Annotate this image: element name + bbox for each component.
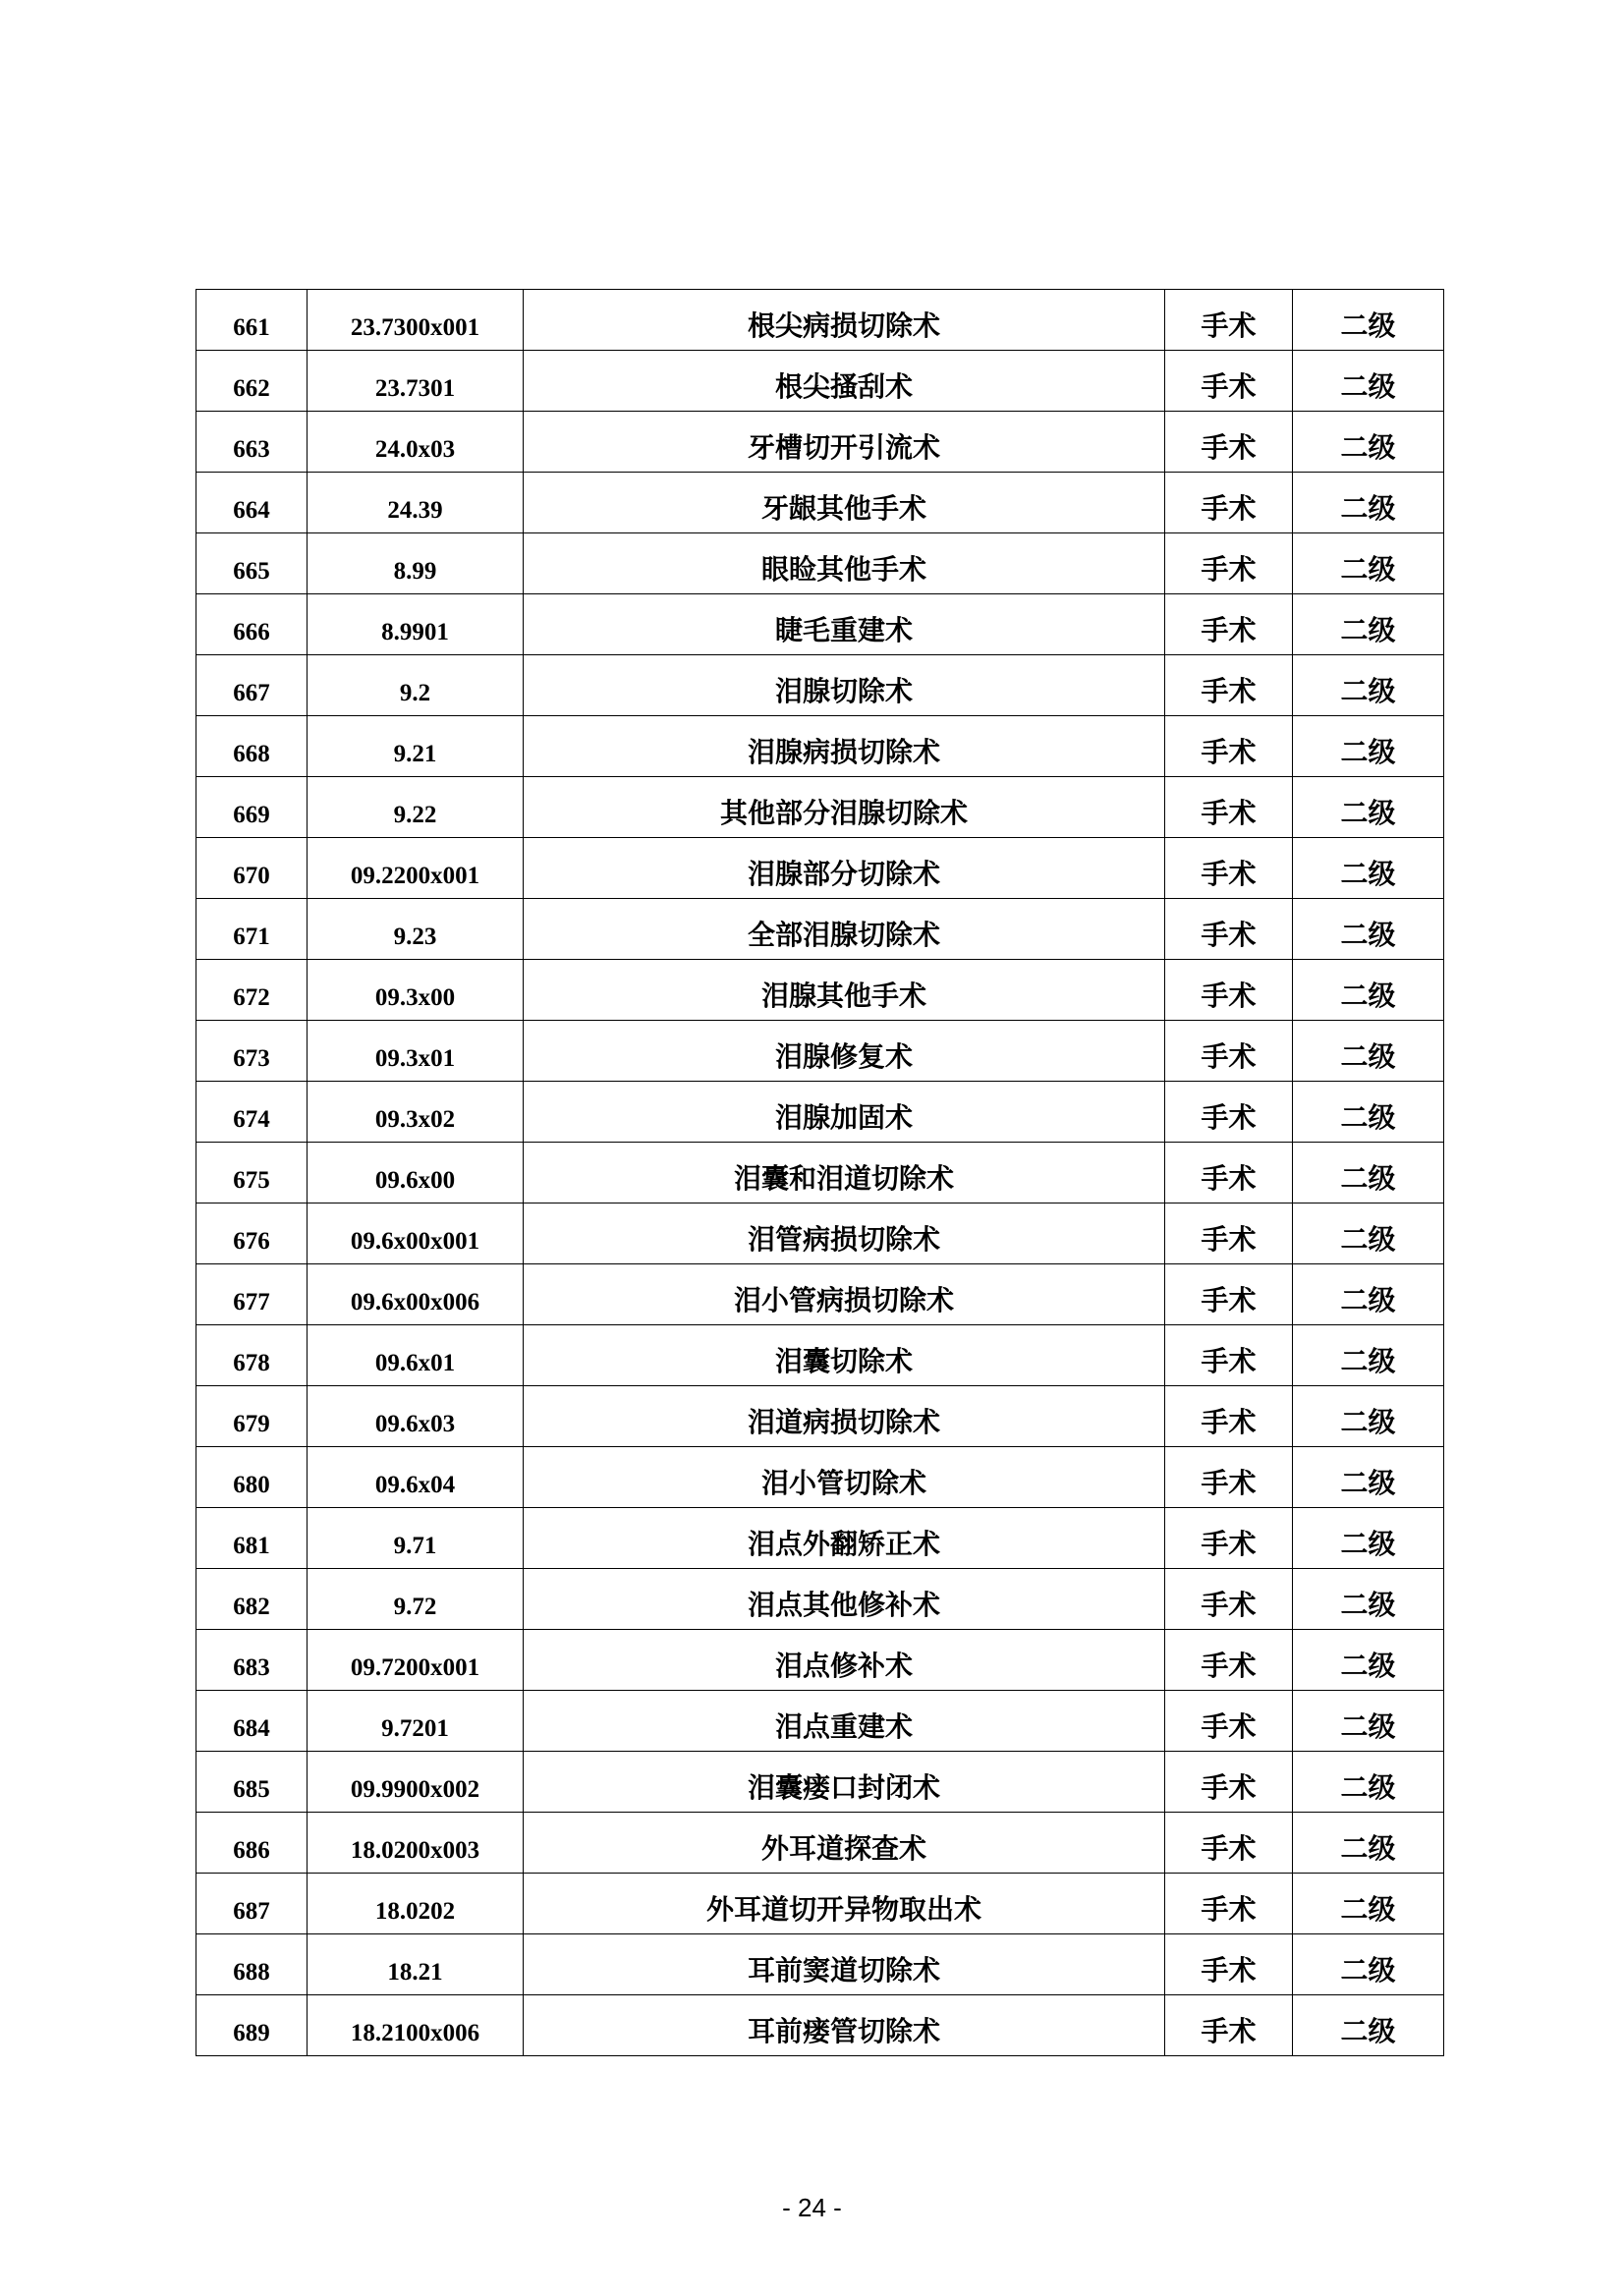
procedure-code-cell: 18.21: [308, 1934, 524, 1995]
procedure-code-cell: 8.99: [308, 533, 524, 594]
procedure-type-cell: 手术: [1165, 1630, 1293, 1691]
table-row: [196, 594, 1444, 655]
table-row: [196, 1203, 1444, 1264]
table-row: [196, 351, 1444, 412]
procedure-name-cell: 泪囊瘘口封闭术: [524, 1752, 1165, 1813]
table-row: [196, 1874, 1444, 1934]
procedure-name-cell: 耳前瘘管切除术: [524, 1995, 1165, 2056]
procedure-level-cell: 二级: [1293, 1813, 1444, 1874]
table-row: [196, 1691, 1444, 1752]
table-row: [196, 1021, 1444, 1082]
procedure-name-cell: 泪腺修复术: [524, 1021, 1165, 1082]
procedure-code-cell: 09.3x02: [308, 1082, 524, 1143]
row-number-cell: 689: [196, 1995, 308, 2056]
procedure-type-cell: 手术: [1165, 1508, 1293, 1569]
procedure-type-cell: 手术: [1165, 838, 1293, 899]
procedure-type-cell: 手术: [1165, 1325, 1293, 1386]
procedure-code-cell: 09.6x03: [308, 1386, 524, 1447]
procedure-code-cell: 09.7200x001: [308, 1630, 524, 1691]
procedure-code-cell: 09.6x00x006: [308, 1264, 524, 1325]
table-row: [196, 716, 1444, 777]
procedure-level-cell: 二级: [1293, 473, 1444, 533]
row-number-cell: 671: [196, 899, 308, 960]
procedure-name-cell: 泪点其他修补术: [524, 1569, 1165, 1630]
procedure-level-cell: 二级: [1293, 1203, 1444, 1264]
procedure-level-cell: 二级: [1293, 960, 1444, 1021]
row-number-cell: 670: [196, 838, 308, 899]
procedure-type-cell: 手术: [1165, 1569, 1293, 1630]
procedure-level-cell: 二级: [1293, 655, 1444, 716]
procedure-level-cell: 二级: [1293, 1874, 1444, 1934]
procedure-code-cell: 09.6x00x001: [308, 1203, 524, 1264]
row-number-cell: 666: [196, 594, 308, 655]
procedure-code-cell: 09.9900x002: [308, 1752, 524, 1813]
table-row: [196, 1386, 1444, 1447]
procedure-code-cell: 9.72: [308, 1569, 524, 1630]
table-row: [196, 960, 1444, 1021]
procedure-level-cell: 二级: [1293, 1995, 1444, 2056]
procedure-code-cell: 09.3x01: [308, 1021, 524, 1082]
row-number-cell: 674: [196, 1082, 308, 1143]
procedure-type-cell: 手术: [1165, 533, 1293, 594]
procedure-name-cell: 牙槽切开引流术: [524, 412, 1165, 473]
row-number-cell: 668: [196, 716, 308, 777]
procedure-type-cell: 手术: [1165, 1021, 1293, 1082]
procedure-name-cell: 泪小管病损切除术: [524, 1264, 1165, 1325]
procedure-type-cell: 手术: [1165, 1934, 1293, 1995]
procedure-code-cell: 09.6x00: [308, 1143, 524, 1203]
procedure-level-cell: 二级: [1293, 1082, 1444, 1143]
procedure-name-cell: 泪囊切除术: [524, 1325, 1165, 1386]
table-row: [196, 1264, 1444, 1325]
table-row: [196, 899, 1444, 960]
procedure-name-cell: 泪道病损切除术: [524, 1386, 1165, 1447]
table-row: [196, 655, 1444, 716]
table-row: [196, 1082, 1444, 1143]
row-number-cell: 680: [196, 1447, 308, 1508]
procedure-code-cell: 09.6x01: [308, 1325, 524, 1386]
procedure-level-cell: 二级: [1293, 1325, 1444, 1386]
table-row: [196, 1934, 1444, 1995]
procedure-level-cell: 二级: [1293, 838, 1444, 899]
procedure-code-cell: 24.39: [308, 473, 524, 533]
procedure-level-cell: 二级: [1293, 412, 1444, 473]
row-number-cell: 664: [196, 473, 308, 533]
procedure-level-cell: 二级: [1293, 1691, 1444, 1752]
procedure-name-cell: 泪腺加固术: [524, 1082, 1165, 1143]
procedure-level-cell: 二级: [1293, 1508, 1444, 1569]
row-number-cell: 686: [196, 1813, 308, 1874]
procedure-level-cell: 二级: [1293, 1569, 1444, 1630]
procedure-table: [196, 289, 1444, 2056]
procedure-name-cell: 泪管病损切除术: [524, 1203, 1165, 1264]
procedure-code-cell: 18.2100x006: [308, 1995, 524, 2056]
procedure-name-cell: 泪腺切除术: [524, 655, 1165, 716]
table-row: [196, 1143, 1444, 1203]
table-row: [196, 1447, 1444, 1508]
procedure-type-cell: 手术: [1165, 1691, 1293, 1752]
procedure-level-cell: 二级: [1293, 1934, 1444, 1995]
procedure-name-cell: 泪点重建术: [524, 1691, 1165, 1752]
procedure-name-cell: 外耳道切开异物取出术: [524, 1874, 1165, 1934]
procedure-type-cell: 手术: [1165, 1386, 1293, 1447]
row-number-cell: 685: [196, 1752, 308, 1813]
procedure-type-cell: 手术: [1165, 960, 1293, 1021]
table-row: [196, 1752, 1444, 1813]
procedure-type-cell: 手术: [1165, 777, 1293, 838]
procedure-name-cell: 根尖病损切除术: [524, 290, 1165, 351]
procedure-name-cell: 泪腺部分切除术: [524, 838, 1165, 899]
procedure-type-cell: 手术: [1165, 412, 1293, 473]
procedure-type-cell: 手术: [1165, 594, 1293, 655]
procedure-name-cell: 根尖搔刮术: [524, 351, 1165, 412]
procedure-code-cell: 23.7301: [308, 351, 524, 412]
procedure-code-cell: 23.7300x001: [308, 290, 524, 351]
row-number-cell: 677: [196, 1264, 308, 1325]
row-number-cell: 675: [196, 1143, 308, 1203]
procedure-type-cell: 手术: [1165, 473, 1293, 533]
row-number-cell: 684: [196, 1691, 308, 1752]
row-number-cell: 662: [196, 351, 308, 412]
procedure-name-cell: 其他部分泪腺切除术: [524, 777, 1165, 838]
table-row: [196, 1508, 1444, 1569]
procedure-name-cell: 泪腺病损切除术: [524, 716, 1165, 777]
procedure-type-cell: 手术: [1165, 1995, 1293, 2056]
procedure-level-cell: 二级: [1293, 1143, 1444, 1203]
procedure-level-cell: 二级: [1293, 1630, 1444, 1691]
row-number-cell: 676: [196, 1203, 308, 1264]
row-number-cell: 663: [196, 412, 308, 473]
table-row: [196, 777, 1444, 838]
procedure-type-cell: 手术: [1165, 716, 1293, 777]
procedure-type-cell: 手术: [1165, 1752, 1293, 1813]
table-row: [196, 838, 1444, 899]
procedure-code-cell: 9.23: [308, 899, 524, 960]
procedure-name-cell: 全部泪腺切除术: [524, 899, 1165, 960]
procedure-code-cell: 09.6x04: [308, 1447, 524, 1508]
procedure-name-cell: 泪点修补术: [524, 1630, 1165, 1691]
procedure-code-cell: 9.2: [308, 655, 524, 716]
procedure-type-cell: 手术: [1165, 899, 1293, 960]
procedure-level-cell: 二级: [1293, 777, 1444, 838]
row-number-cell: 669: [196, 777, 308, 838]
procedure-name-cell: 耳前窦道切除术: [524, 1934, 1165, 1995]
procedure-name-cell: 泪囊和泪道切除术: [524, 1143, 1165, 1203]
procedure-level-cell: 二级: [1293, 1447, 1444, 1508]
procedure-name-cell: 睫毛重建术: [524, 594, 1165, 655]
table-row: [196, 412, 1444, 473]
row-number-cell: 667: [196, 655, 308, 716]
procedure-level-cell: 二级: [1293, 1386, 1444, 1447]
procedure-code-cell: 9.7201: [308, 1691, 524, 1752]
procedure-type-cell: 手术: [1165, 1447, 1293, 1508]
procedure-level-cell: 二级: [1293, 1021, 1444, 1082]
procedure-level-cell: 二级: [1293, 716, 1444, 777]
row-number-cell: 673: [196, 1021, 308, 1082]
procedure-code-cell: 9.71: [308, 1508, 524, 1569]
procedure-code-cell: 9.22: [308, 777, 524, 838]
procedure-type-cell: 手术: [1165, 1143, 1293, 1203]
procedure-code-cell: 8.9901: [308, 594, 524, 655]
procedure-level-cell: 二级: [1293, 1752, 1444, 1813]
procedure-code-cell: 09.2200x001: [308, 838, 524, 899]
procedure-code-cell: 9.21: [308, 716, 524, 777]
procedure-type-cell: 手术: [1165, 1203, 1293, 1264]
procedure-level-cell: 二级: [1293, 899, 1444, 960]
procedure-name-cell: 外耳道探查术: [524, 1813, 1165, 1874]
row-number-cell: 672: [196, 960, 308, 1021]
procedure-level-cell: 二级: [1293, 1264, 1444, 1325]
procedure-level-cell: 二级: [1293, 351, 1444, 412]
row-number-cell: 679: [196, 1386, 308, 1447]
procedure-name-cell: 泪小管切除术: [524, 1447, 1165, 1508]
procedure-type-cell: 手术: [1165, 290, 1293, 351]
procedure-type-cell: 手术: [1165, 655, 1293, 716]
procedure-code-cell: 24.0x03: [308, 412, 524, 473]
procedure-type-cell: 手术: [1165, 351, 1293, 412]
table-row: [196, 1995, 1444, 2056]
table-row: [196, 1569, 1444, 1630]
procedure-type-cell: 手术: [1165, 1874, 1293, 1934]
procedure-name-cell: 泪点外翻矫正术: [524, 1508, 1165, 1569]
procedure-type-cell: 手术: [1165, 1082, 1293, 1143]
row-number-cell: 683: [196, 1630, 308, 1691]
row-number-cell: 665: [196, 533, 308, 594]
row-number-cell: 682: [196, 1569, 308, 1630]
table-row: [196, 533, 1444, 594]
procedure-name-cell: 眼睑其他手术: [524, 533, 1165, 594]
procedure-table-body: [196, 290, 1444, 2056]
row-number-cell: 661: [196, 290, 308, 351]
row-number-cell: 687: [196, 1874, 308, 1934]
table-row: [196, 1813, 1444, 1874]
procedure-code-cell: 18.0202: [308, 1874, 524, 1934]
procedure-name-cell: 牙龈其他手术: [524, 473, 1165, 533]
procedure-level-cell: 二级: [1293, 290, 1444, 351]
procedure-level-cell: 二级: [1293, 594, 1444, 655]
procedure-code-cell: 18.0200x003: [308, 1813, 524, 1874]
table-row: [196, 1630, 1444, 1691]
table-row: [196, 290, 1444, 351]
procedure-name-cell: 泪腺其他手术: [524, 960, 1165, 1021]
procedure-code-cell: 09.3x00: [308, 960, 524, 1021]
row-number-cell: 688: [196, 1934, 308, 1995]
row-number-cell: 678: [196, 1325, 308, 1386]
page-number: - 24 -: [782, 2193, 842, 2222]
procedure-level-cell: 二级: [1293, 533, 1444, 594]
table-row: [196, 473, 1444, 533]
table-row: [196, 1325, 1444, 1386]
procedure-type-cell: 手术: [1165, 1813, 1293, 1874]
procedure-type-cell: 手术: [1165, 1264, 1293, 1325]
row-number-cell: 681: [196, 1508, 308, 1569]
